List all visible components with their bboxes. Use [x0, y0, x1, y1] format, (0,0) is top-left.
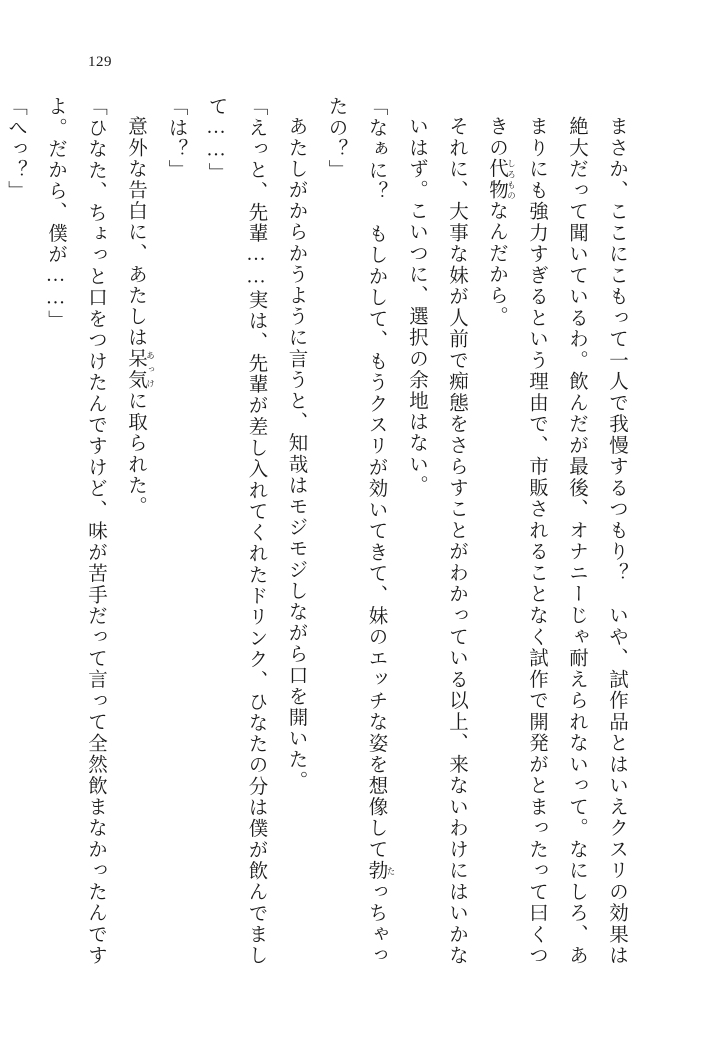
paragraph-text: 「は？」	[165, 96, 187, 181]
paragraph	[156, 96, 196, 966]
ruby-annotation	[125, 348, 156, 391]
page-number: 129	[88, 54, 112, 70]
ruby-base: 勃	[365, 860, 387, 882]
paragraph-text: まさか、ここにこもって一人で我慢するつもり？ いや、試作品とはいえクスリの効果は絶大だって聞いているわ。飲んだが最後、オナニーじゃ耐えられないって。なにしろ、あまりにも強力すぎるという理由で、市販されることなく試作で開発がとまったって曰くつきの	[486, 116, 627, 966]
ruby-annotation	[486, 158, 517, 201]
ruby-reading: た	[386, 860, 396, 882]
paragraph-text-after: っちゃったの？」	[325, 96, 387, 967]
paragraph-text-after: に取られた。	[125, 390, 146, 517]
paragraph-text: あたしがからかうように言うと、知哉はモジモジしながら口を開いた。	[285, 116, 307, 792]
paragraph	[196, 96, 276, 966]
paragraph	[396, 96, 476, 966]
ruby-annotation	[365, 860, 396, 882]
paragraph-text: 「なぁに？ もしかして、もうクスリが効いてきて、妹のエッチな姿を想像して	[365, 96, 387, 860]
ruby-reading: しろもの	[506, 158, 517, 201]
paragraph-text: 「へっ？」	[5, 96, 26, 202]
paragraph	[276, 96, 316, 966]
ruby-base: 呆気	[125, 348, 146, 391]
paragraph	[476, 96, 636, 966]
paragraph-text: それに、大事な妹が人前で痴態をさらすことがわかっている以上、来ないわけにはいかないはず。こいつに、選択の余地はない。	[406, 116, 467, 966]
paragraph	[115, 96, 156, 966]
body-text	[5, 96, 636, 967]
paragraph-text-after: なんだから。	[486, 200, 507, 328]
ruby-reading: あっけ	[145, 348, 156, 391]
paragraph	[0, 96, 35, 966]
paragraph-text: 「えっと、先輩……実は、先輩が差し入れてくれたドリンク、ひなたの分は僕が飲んでまして……」	[205, 96, 267, 966]
paragraph	[35, 96, 115, 966]
paragraph-text: 意外な告白に、あたしは	[125, 116, 146, 349]
ruby-base: 代物	[486, 158, 507, 201]
paragraph-text: 「ひなた、ちょっと口をつけたんですけど、味が苦手だって言って全然飲まなかったんですよ。だから、僕が……」	[45, 96, 106, 966]
paragraph	[316, 96, 397, 966]
